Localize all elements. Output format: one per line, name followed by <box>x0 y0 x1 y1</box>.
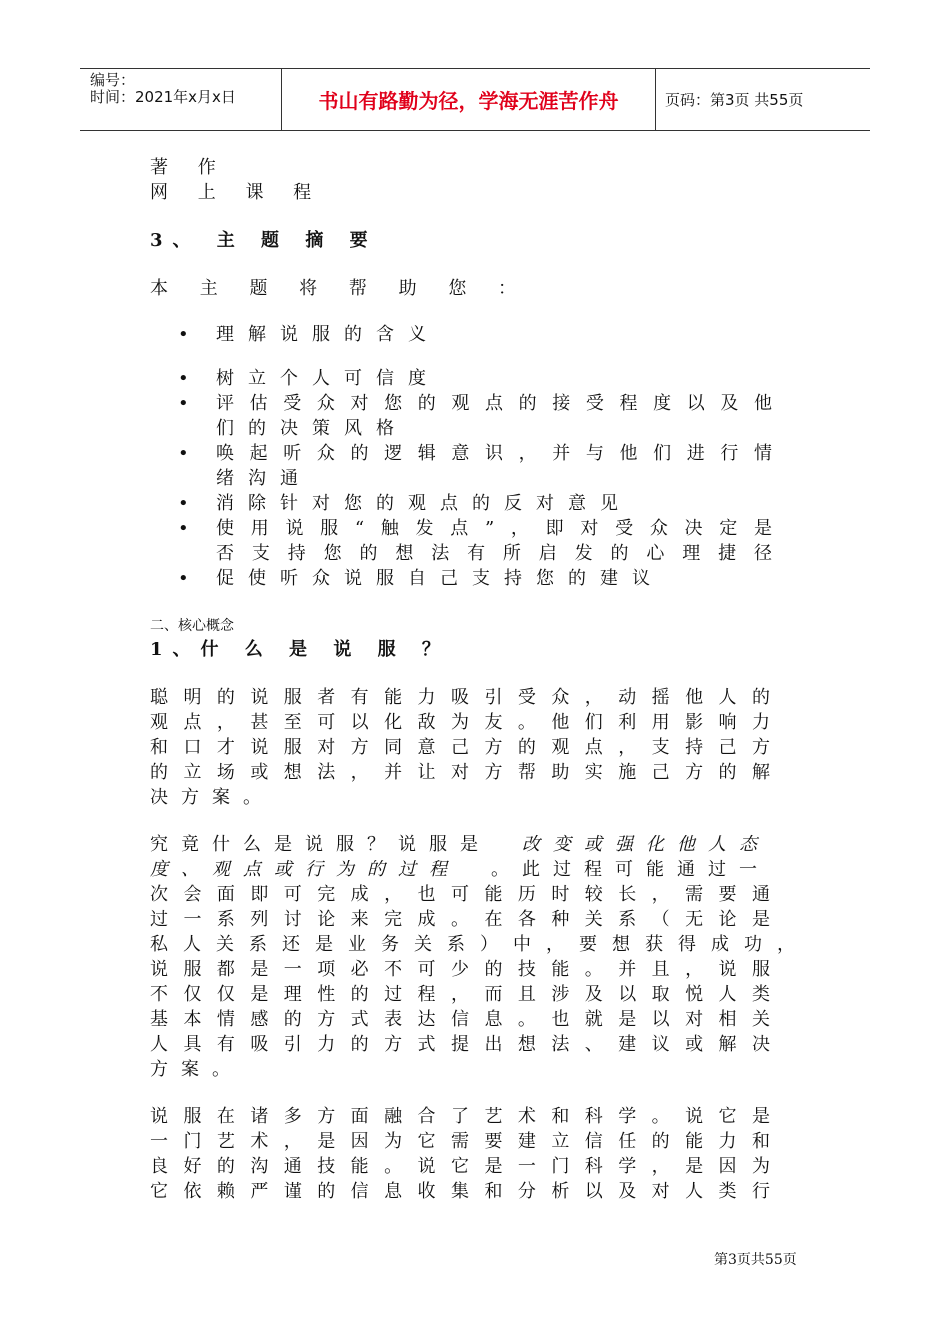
para2-text: 。此过程可能通过一 <box>491 859 770 880</box>
para2-emphasis: 度、观点或行为的过程 <box>150 859 460 880</box>
number-label: 编号： <box>90 71 136 89</box>
paragraph-line: 基本情感的方式表达信息。也就是以对相关 <box>150 1009 770 1030</box>
header-meta <box>80 69 280 130</box>
bullet-icon: • <box>178 324 189 345</box>
item-online-course: 网 上 课 程 <box>150 182 324 203</box>
paragraph-line: 观点，甚至可以化敌为友。他们利用影响力 <box>150 712 770 733</box>
paragraph-line: 不仅仅是理性的过程，而且涉及以取悦人类 <box>150 984 770 1005</box>
page-header <box>80 68 870 131</box>
bullet-icon: • <box>178 368 189 389</box>
question-title: 1、什 么 是 说 服 ？ <box>150 639 450 660</box>
page-counter: 页码：第3页 共55页 <box>665 91 804 109</box>
paragraph-line: 方案。 <box>150 1059 243 1080</box>
para2-text: 究竟什么是说服？说服是 <box>150 834 491 855</box>
core-heading: 二、核心概念 <box>150 618 234 634</box>
paragraph-line <box>150 857 770 882</box>
paragraph-line <box>150 832 770 857</box>
bullet-icon: • <box>178 443 189 464</box>
paragraph-line: 和口才说服对方同意己方的观点，支持己方 <box>150 737 770 758</box>
intro-text: 本 主 题 将 帮 助 您 ： <box>150 278 530 299</box>
paragraph-line: 私人关系还是业务关系）中，要想获得成功， <box>150 934 795 955</box>
paragraph-line: 次会面即可完成，也可能历时较长，需要通 <box>150 884 770 905</box>
bullet-icon: • <box>178 493 189 514</box>
paragraph-line: 它依赖严谨的信息收集和分析以及对人类行 <box>150 1181 770 1202</box>
paragraph-line: 一门艺术，是因为它需要建立信任的能力和 <box>150 1131 770 1152</box>
paragraph-line: 的立场或想法，并让对方帮助实施己方的解 <box>150 762 770 783</box>
paragraph-line: 决方案。 <box>150 787 274 808</box>
paragraph-line: 聪明的说服者有能力吸引受众，动摇他人的 <box>150 687 770 708</box>
page-footer: 第3页共55页 <box>714 1252 797 1268</box>
paragraph-line: 人具有吸引力的方式提出想法、建议或解决 <box>150 1034 770 1055</box>
bullet-icon: • <box>178 393 189 414</box>
paragraph-line: 良好的沟通技能。说它是一门科学，是因为 <box>150 1156 770 1177</box>
paragraph-line: 说服都是一项必不可少的技能。并且，说服 <box>150 959 770 980</box>
bullet-icon: • <box>178 568 189 589</box>
section-title: 3、 主 题 摘 要 <box>150 230 378 251</box>
bullet-icon: • <box>178 518 189 539</box>
paragraph-line: 过一系列讨论来完成。在各种关系（无论是 <box>150 909 770 930</box>
para2-emphasis: 改变或强化他人态 <box>522 834 770 855</box>
motto: 书山有路勤为径，学海无涯苦作舟 <box>281 69 656 130</box>
time-label: 时间：2021年x月x日 <box>90 88 236 106</box>
paragraph-line: 说服在诸多方面融合了艺术和科学。说它是 <box>150 1106 770 1127</box>
item-zhuzuo: 著 作 <box>150 157 228 178</box>
